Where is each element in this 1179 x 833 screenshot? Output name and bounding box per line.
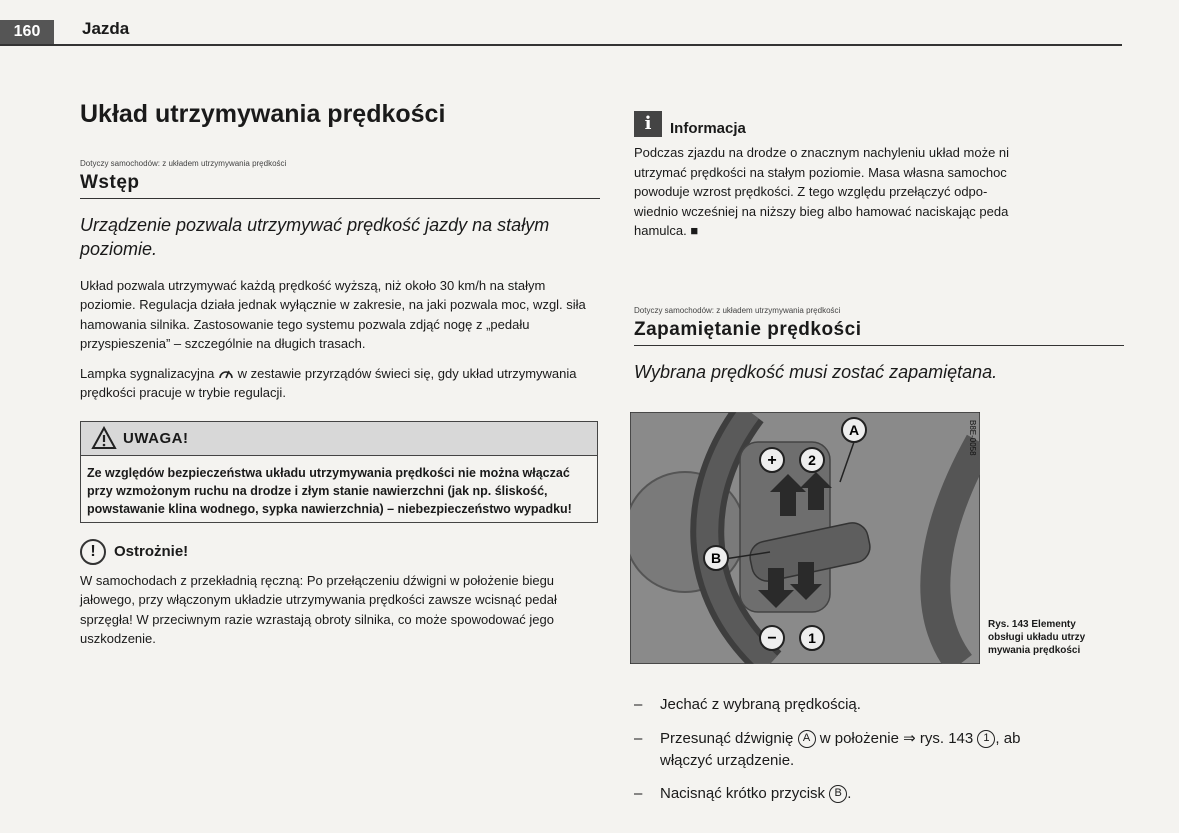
page-header (0, 14, 1122, 46)
svg-text:+: + (767, 452, 777, 469)
ref-circle: 1 (977, 730, 995, 748)
figure-label-A (842, 418, 866, 442)
applies-note: Dotyczy samochodów: z układem utrzymywania prędkości (80, 159, 287, 168)
figure-label-2 (800, 448, 824, 472)
step-dash: – (634, 729, 643, 747)
info-line: utrzymać prędkości na stałym poziomie. Masa własna samochoc (634, 164, 1007, 180)
figure-label-plus (760, 448, 784, 472)
info-line: wiednio wcześniej na niższy bieg albo hamować naciskając peda (634, 203, 1009, 219)
step-text-part: Nacisnąć krótko przycisk (660, 785, 826, 803)
intro-lead: Urządzenie pozwala utrzymywać prędkość jazdy na stałym poziomie. (80, 215, 550, 260)
caution-header (80, 539, 600, 565)
section-heading-memory: Zapamiętanie prędkości (634, 319, 1124, 346)
steps-list (634, 694, 1126, 817)
step-text (660, 728, 1020, 772)
step-text-part: . (847, 785, 852, 803)
caution-exclamation-icon: ! (80, 539, 106, 565)
info-header (634, 110, 1124, 137)
indicator-paragraph (80, 364, 600, 403)
info-icon: i (634, 111, 662, 137)
warning-box (80, 421, 598, 523)
step-text-part: , ab (995, 729, 1021, 747)
caption-line: Rys. 143 Elementy (988, 619, 1076, 630)
caption-line: obsługi układu utrzy (988, 632, 1086, 643)
step-item (634, 728, 1126, 772)
figure-143 (630, 412, 1122, 664)
figure-label-minus (760, 626, 784, 650)
step-text: Jechać z wybraną prędkością. (660, 696, 861, 713)
caution-label: Ostrożnie! (114, 543, 189, 561)
figure-caption (988, 618, 1122, 657)
warning-text: Ze względów bezpieczeństwa układu utrzymywania prędkości nie można włączać przy wzmożonym ruchu na drodze i złym stanie nawierzchni (jak np. śliskość, powstawanie klina wodnego, sypka nawierzchnia) – niebezpieczeństwo wypadku! (87, 465, 572, 516)
step-text-part: w położenie ⇒ rys. 143 (819, 729, 974, 747)
info-label: Informacja (670, 120, 746, 137)
step-text (660, 783, 851, 805)
svg-text:−: − (767, 630, 777, 647)
info-section (634, 110, 1124, 241)
step-dash: – (634, 785, 643, 803)
svg-text:A: A (848, 422, 860, 438)
ref-circle: B (829, 785, 847, 803)
info-line: Podczas zjazdu na drodze o znacznym nachyleniu układ może ni (634, 145, 1010, 160)
memory-lead: Wybrana prędkość musi zostać zapamiętana. (634, 362, 998, 382)
speed-memory-section (634, 306, 1124, 394)
svg-text:B: B (710, 550, 722, 566)
info-line: hamulca. ■ (634, 223, 699, 238)
info-line: powoduje wzrost prędkości. Z tego względu przełączyć odpo- (634, 184, 988, 199)
cruise-control-lever-illustration (630, 412, 980, 664)
svg-text:1: 1 (808, 630, 816, 646)
warning-triangle-icon (91, 426, 117, 450)
applies-note: Dotyczy samochodów: z układem utrzymywania prędkości (634, 306, 841, 315)
step-text-part: Przesunąć dźwignię (660, 729, 794, 747)
figure-code: B8E-0058 (968, 420, 977, 456)
indicator-text-after: w zestawie przyrządów świeci się, gdy układ utrzymywania prędkości pracuje w trybie regulacji. (80, 365, 577, 401)
ref-circle: A (798, 730, 816, 748)
figure-label-1 (800, 626, 824, 650)
left-column (80, 100, 600, 659)
caption-line: mywania prędkości (988, 645, 1081, 656)
warning-label: UWAGA! (123, 429, 189, 447)
chapter-title: Jazda (82, 19, 130, 38)
warning-header (81, 422, 597, 456)
indicator-text-before: Lampka sygnalizacyjna (80, 365, 215, 381)
step-dash: – (634, 696, 643, 713)
step-item (634, 783, 1126, 805)
step-item (634, 694, 1126, 716)
page-number: 160 (0, 20, 54, 44)
section-heading-intro: Wstęp (80, 172, 600, 199)
cruise-control-lamp-icon (218, 366, 234, 380)
intro-paragraph: Układ pozwala utrzymywać każdą prędkość wyższą, niż około 30 km/h na stałym poziomie. Regulacja działa jednak wyłącznie w zakresie, na jaki pozwala moc, wzgl. siła hamowania silnika. Zastosowanie tego systemu pozwala zdjąć nogę z „pedału przyspieszenia” – szczególnie na długich trasach. (80, 277, 586, 352)
header-divider (0, 44, 1122, 46)
main-title: Układ utrzymywania prędkości (80, 100, 446, 128)
caution-text: W samochodach z przekładnią ręczną: Po przełączeniu dźwigni w położenie biegu jałowego, przy włączonym układzie utrzymywania prędkości zawsze wcisnąć pedał sprzęgła! W przeciwnym razie wzrastają obroty silnika, co może spowodować jego uszkodzenie. (80, 572, 557, 647)
step-text-part: włączyć urządzenie. (660, 751, 795, 769)
svg-text:2: 2 (808, 452, 816, 468)
figure-label-B (704, 546, 728, 570)
